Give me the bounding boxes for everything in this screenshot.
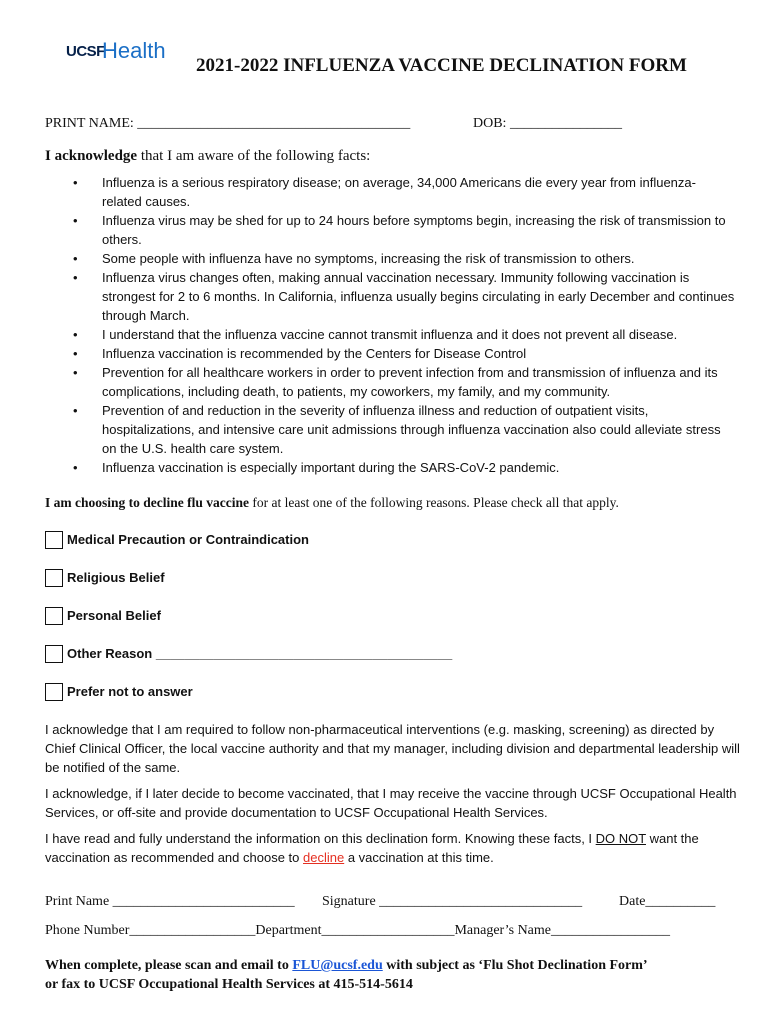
fact-item: • I understand that the influenza vaccine cannot transmit influenza and it does not prevent all disease. [73, 327, 678, 342]
later-vaccination-acknowledgement: I acknowledge, if I later decide to become vaccinated, that I may receive the vaccine through UCSF Occupational Health Services, or off-site and provide documentation to UCSF Occupational Health Services. [45, 786, 737, 820]
fact-item: • Influenza is a serious respiratory disease; on average, 34,000 Americans die every year from influenza-related causes. [73, 175, 696, 209]
npi-acknowledgement: I acknowledge that I am required to follow non-pharmaceutical interventions (e.g. masking, screening) as directed by Chief Clinical Officer, the local vaccine authority and that my manager, including division and departmental leadership will be notified of the same. [45, 722, 740, 775]
bullet-icon: • [73, 460, 78, 475]
checkbox[interactable] [45, 683, 63, 701]
fact-item: • Influenza virus changes often, making annual vaccination necessary. Immunity following vaccination is strongest for 2 to 6 months. In California, influenza usually begins circulating in early December and continues through March. [73, 270, 735, 323]
declination-statement: I have read and fully understand the information on this declination form. Knowing these facts, I DO NOT want the vaccination as recommended and choose to decline a vaccination at this time. [45, 831, 699, 865]
acknowledge-bold: I acknowledge [45, 148, 138, 164]
print-name-field[interactable]: PRINT NAME: _______________________________________ [45, 116, 411, 131]
choose-rest: for at least one of the following reasons. Please check all that apply. [249, 495, 619, 510]
fact-item: • Influenza vaccination is especially important during the SARS-CoV-2 pandemic. [73, 460, 560, 475]
bullet-icon: • [73, 251, 78, 266]
bullet-icon: • [73, 175, 78, 190]
facts-list [45, 173, 735, 477]
bullet-icon: • [73, 365, 78, 380]
bullet-icon: • [73, 270, 78, 285]
bullet-icon: • [73, 403, 78, 418]
bullet-icon: • [73, 213, 78, 228]
bullet-icon: • [73, 346, 78, 361]
date-line[interactable]: Date__________ [619, 894, 716, 909]
checkbox[interactable] [45, 607, 63, 625]
fact-item: • Prevention for all healthcare workers in order to prevent infection from and transmission of influenza and its complications, including death, to patients, my coworkers, my family, and my community. [73, 365, 718, 399]
form-title: 2021-2022 INFLUENZA VACCINE DECLINATION FORM [196, 55, 687, 76]
decline-text: decline [303, 850, 345, 865]
choose-bold: I am choosing to decline flu vaccine [45, 495, 249, 510]
print-name-line[interactable]: Print Name __________________________ [45, 894, 295, 909]
checkbox[interactable] [45, 569, 63, 587]
submission-instructions: When complete, please scan and email to FLU@ucsf.edu with subject as ‘Flu Shot Declination Form’ or fax to UCSF Occupational Health Services at 415-514-5614 [45, 958, 648, 992]
dob-field[interactable]: DOB: ________________ [473, 116, 622, 131]
phone-department-manager-line[interactable]: Phone Number__________________Department___________________Manager’s Name_________________ [45, 923, 670, 938]
bullet-icon: • [73, 327, 78, 342]
decline-reasons-heading [45, 495, 619, 511]
do-not-text: DO NOT [595, 831, 646, 846]
checkbox[interactable] [45, 645, 63, 663]
flu-email-link[interactable]: FLU@ucsf.edu [292, 958, 383, 973]
fact-item: • Some people with influenza have no symptoms, increasing the risk of transmission to others. [73, 251, 635, 266]
signature-line[interactable]: Signature _____________________________ [322, 894, 583, 909]
logo-ucsf-text: UCSF [66, 43, 105, 60]
fact-item: • Prevention of and reduction in the severity of influenza illness and reduction of outpatient visits, hospitalizations, and intensive care unit admissions through influenza vaccination also could alleviate stress on the U.S. health care system. [73, 403, 721, 456]
fact-item: • Influenza virus may be shed for up to 24 hours before symptoms begin, increasing the risk of transmission to others. [73, 213, 726, 247]
acknowledge-heading [45, 148, 370, 165]
fact-item: • Influenza vaccination is recommended by the Centers for Disease Control [73, 346, 527, 361]
checkbox[interactable] [45, 531, 63, 549]
logo-health-text: Health [102, 38, 166, 63]
acknowledge-rest: that I am aware of the following facts: [137, 148, 371, 164]
